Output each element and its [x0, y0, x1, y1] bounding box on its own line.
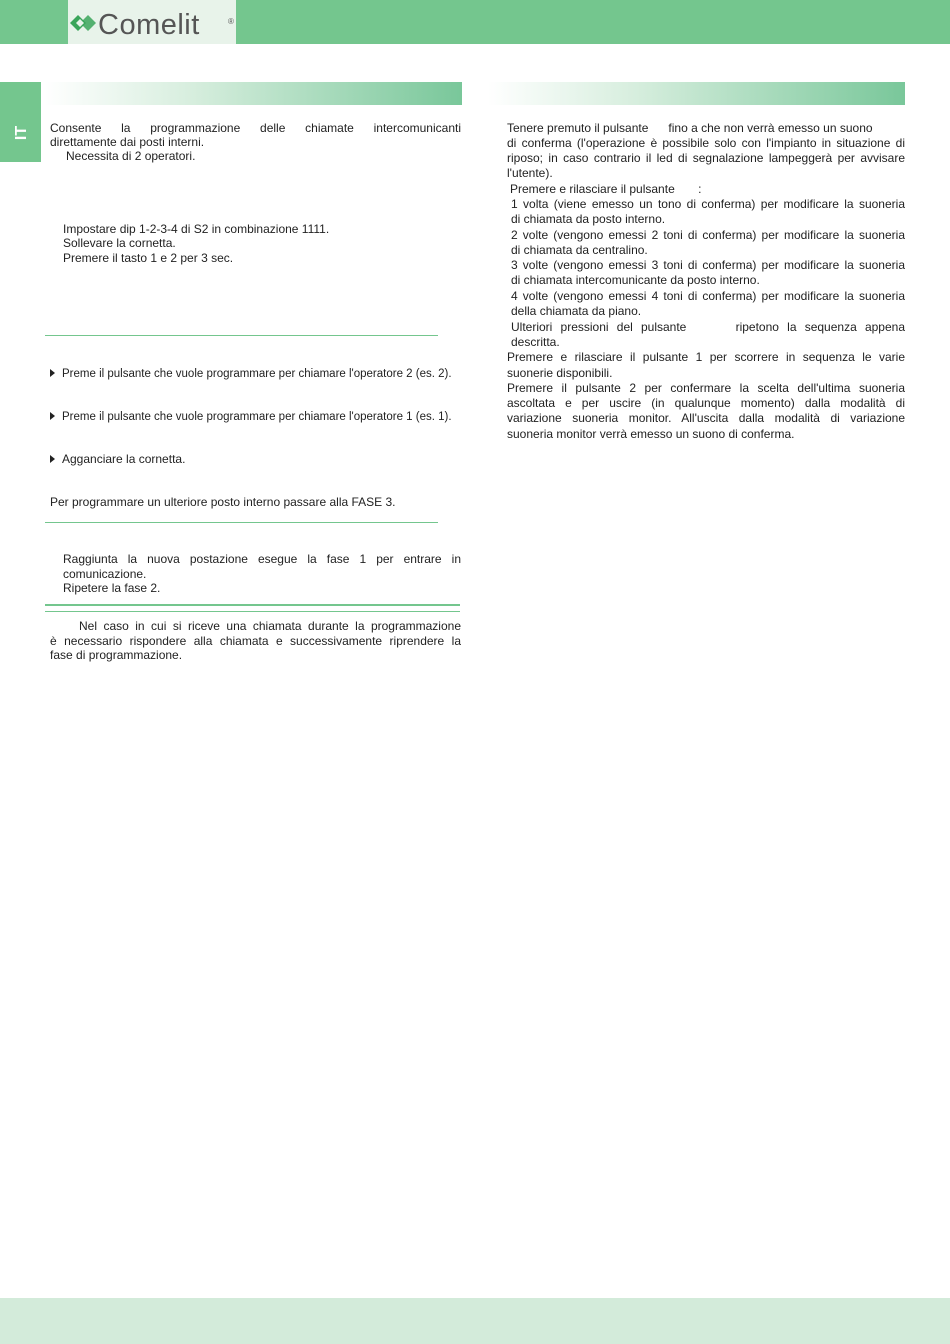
bullet-arrow-icon — [50, 455, 55, 463]
bullet-arrow-icon — [50, 369, 55, 377]
brand-name: Comelit — [98, 9, 200, 41]
option-2-line-1: 2 volte (vengono emessi 2 toni di conferma) per modificare la suoneria — [511, 228, 905, 242]
p2: Premere e rilasciare il pulsante : — [510, 182, 702, 196]
phase3-note: Per programmare un ulteriore posto interno passare alla FASE 3. — [50, 495, 396, 509]
brand-logo — [68, 0, 236, 44]
option-4-line-2: della chiamata da piano. — [511, 304, 642, 318]
bullet-text: Preme il pulsante che vuole programmare per chiamare l'operatore 1 (es. 1). — [62, 411, 452, 423]
comelit-mark-icon — [70, 13, 98, 33]
option-4-line-1: 4 volte (vengono emessi 4 toni di conferma) per modificare la suoneria — [511, 289, 905, 303]
intro-line-3: Necessita di 2 operatori. — [66, 149, 196, 163]
note-divider-bottom — [45, 611, 460, 612]
p3-line-2: suonerie disponibili. — [507, 366, 613, 380]
bullet-item — [50, 452, 185, 466]
p1-line-2: di conferma (l'operazione è possibile solo con l'impianto in situazione di — [507, 136, 905, 150]
step-2: Sollevare la cornetta. — [63, 236, 176, 250]
option-2-line-2: di chiamata da centralino. — [511, 243, 648, 257]
p4-line-2: ascoltata e per uscire (in qualunque momento) dalla modalità di — [507, 396, 905, 410]
option-5-line-1: Ulteriori pressioni del pulsante ripetono la sequenza appena — [511, 320, 905, 334]
note-line-2: è necessario rispondere alla chiamata e successivamente riprendere la — [50, 634, 461, 648]
p4-line-1: Premere il pulsante 2 per confermare la scelta dell'ultima suoneria — [507, 381, 905, 395]
note-line-3: fase di programmazione. — [50, 648, 183, 662]
option-1-line-2: di chiamata da posto interno. — [511, 212, 666, 226]
option-1-line-1: 1 volta (viene emesso un tono di conferma) per modificare la suoneria — [511, 197, 905, 211]
option-3-line-1: 3 volte (vengono emessi 3 toni di conferma) per modificare la suoneria — [511, 258, 905, 272]
p1-line-1: Tenere premuto il pulsante fino a che non verrà emesso un suono — [507, 121, 873, 135]
option-5-line-2: descritta. — [511, 335, 560, 349]
footer-bar — [0, 1298, 950, 1344]
p1-line-3: riposo; in caso contrario il led di segnalazione lampeggerà per avvisare — [507, 151, 905, 165]
bullet-item — [50, 366, 452, 380]
bullet-item — [50, 409, 452, 423]
p4-line-4: suoneria monitor verrà emesso un suono di conferma. — [507, 427, 795, 441]
language-tab — [0, 82, 41, 162]
p4-line-3: variazione suoneria monitor. All'uscita dalla modalità di variazione — [507, 411, 905, 425]
option-3-line-2: di chiamata intercomunicante da posto interno. — [511, 273, 760, 287]
intro-line-2: direttamente dai posti interni. — [50, 135, 205, 149]
p1-line-4: l'utente). — [507, 166, 553, 180]
registered-mark: ® — [228, 17, 234, 26]
repeat-step: Ripetere la fase 2. — [63, 581, 161, 595]
step-1: Impostare dip 1-2-3-4 di S2 in combinazione 1111. — [63, 222, 330, 236]
right-section-header — [488, 82, 905, 105]
step-3: Premere il tasto 1 e 2 per 3 sec. — [63, 251, 234, 265]
divider — [45, 522, 438, 523]
bullet-arrow-icon — [50, 412, 55, 420]
language-label: IT — [13, 125, 30, 141]
reach-line-1: Raggiunta la nuova postazione esegue la fase 1 per entrare in — [63, 552, 461, 566]
p3-line-1: Premere e rilasciare il pulsante 1 per scorrere in sequenza le varie — [507, 350, 905, 364]
bullet-text: Preme il pulsante che vuole programmare per chiamare l'operatore 2 (es. 2). — [62, 368, 452, 380]
intro-line-1: Consente la programmazione delle chiamate intercomunicanti — [50, 121, 461, 135]
bullet-text: Agganciare la cornetta. — [62, 452, 186, 466]
reach-line-2: comunicazione. — [63, 567, 147, 581]
left-section-header — [45, 82, 462, 105]
divider — [45, 335, 438, 336]
note-line-1: Nel caso in cui si riceve una chiamata durante la programmazione — [79, 619, 461, 633]
note-divider-top — [45, 604, 460, 606]
